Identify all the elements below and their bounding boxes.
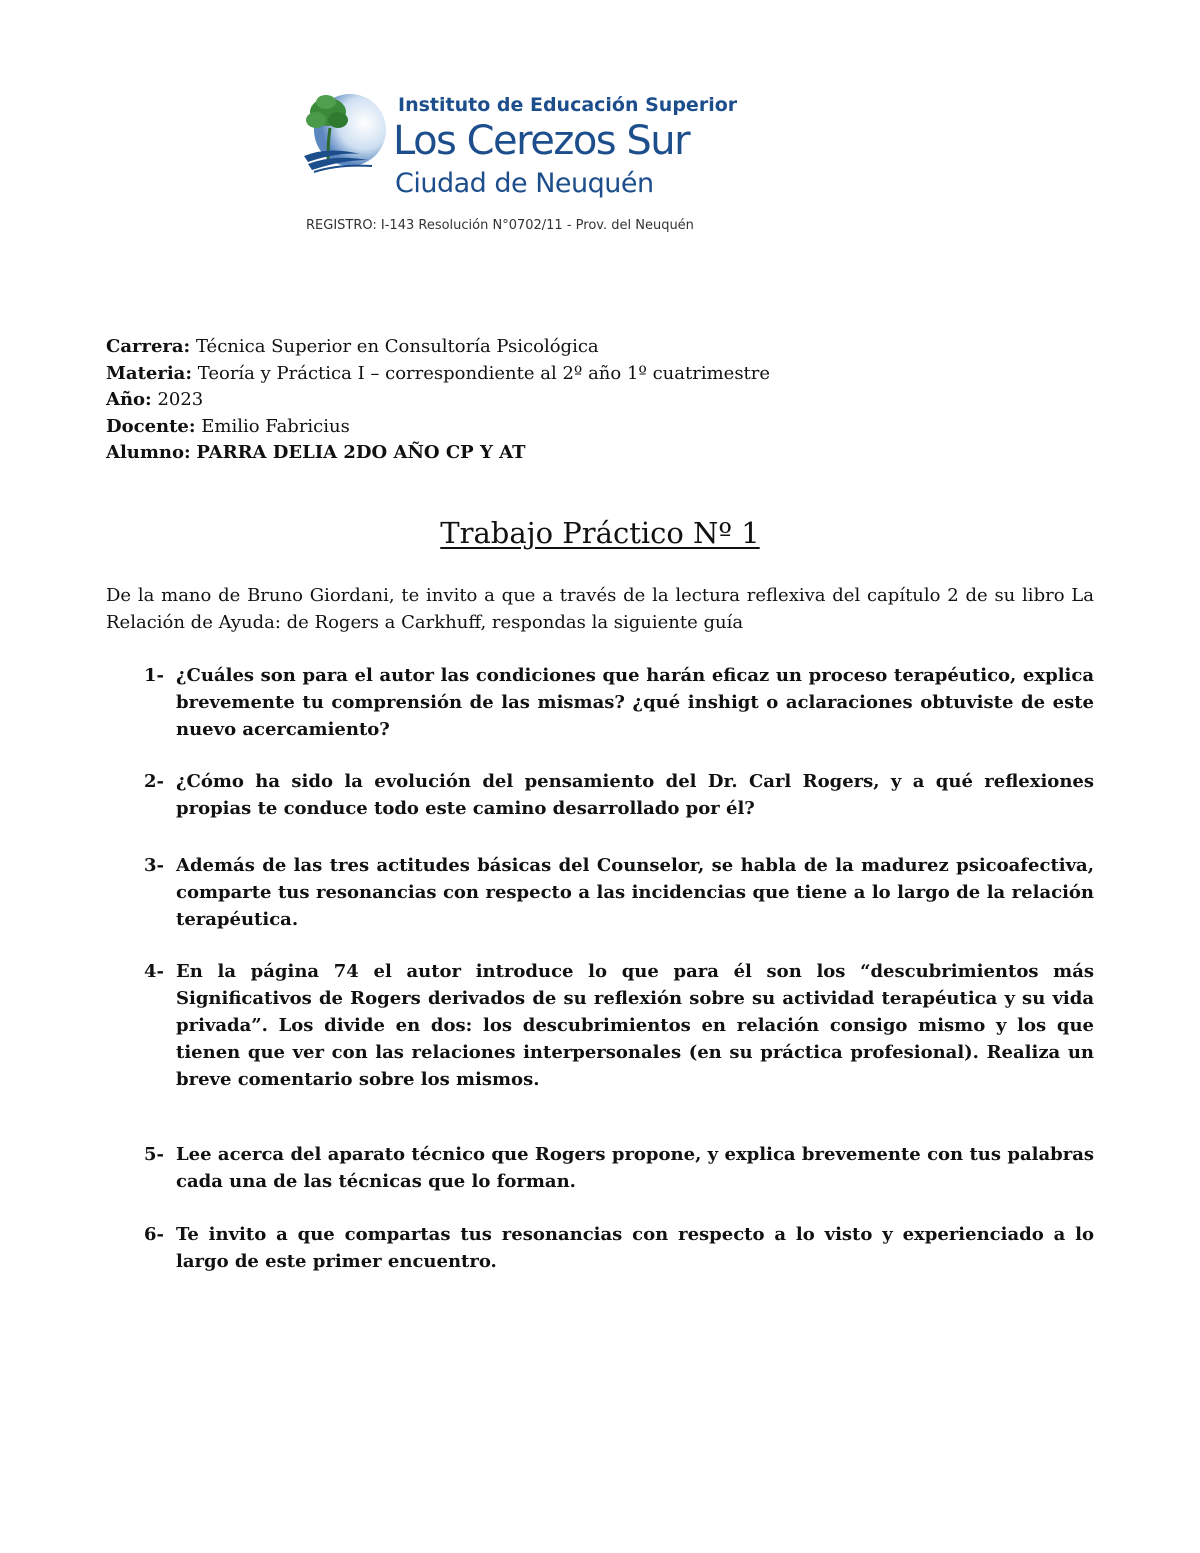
question-text: ¿Cuáles son para el autor las condiciones que harán eficaz un proceso terapéutico, explica brevemente tu comprensión de las mismas? ¿qué inshigt o aclaraciones obtuviste de este nuevo acercamiento? xyxy=(176,665,1094,740)
question-number: 4- xyxy=(144,961,164,982)
info-row-anio xyxy=(106,387,1006,414)
registration-line: REGISTRO: I-143 Resolución N°0702/11 - Prov. del Neuquén xyxy=(306,218,694,233)
question-number: 3- xyxy=(144,855,164,876)
carrera-value: Técnica Superior en Consultoría Psicológica xyxy=(195,336,599,357)
question-text: Te invito a que compartas tus resonancias con respecto a lo visto y experienciado a lo largo de este primer encuentro. xyxy=(176,1224,1094,1272)
question-item xyxy=(106,662,1094,743)
institute-type: Instituto de Educación Superior xyxy=(398,94,738,116)
anio-value: 2023 xyxy=(157,389,204,410)
materia-label: Materia: xyxy=(106,362,192,384)
page-title: Trabajo Práctico Nº 1 xyxy=(440,516,760,550)
question-text: Además de las tres actitudes básicas del Counselor, se habla de la madurez psicoafectiva, comparte tus resonancias con respecto a las incidencias que tiene a lo largo de la relación terapéutica. xyxy=(176,855,1094,930)
question-number: 5- xyxy=(144,1144,164,1165)
question-item xyxy=(106,852,1094,933)
info-row-alumno xyxy=(106,440,1006,467)
question-text: ¿Cómo ha sido la evolución del pensamiento del Dr. Carl Rogers, y a qué reflexiones propias te conduce todo este camino desarrollado por él? xyxy=(176,771,1094,819)
question-number: 6- xyxy=(144,1224,164,1245)
institute-name: Los Cerezos Sur xyxy=(393,118,690,164)
info-row-materia xyxy=(106,361,1006,388)
alumno-label: Alumno: xyxy=(106,442,191,463)
info-row-docente xyxy=(106,414,1006,441)
carrera-label: Carrera: xyxy=(106,336,191,357)
letterhead xyxy=(298,86,818,246)
tree-globe-logo-icon xyxy=(298,90,390,176)
question-text: En la página 74 el autor introduce lo que para él son los “descubrimientos más Significativos de Rogers derivados de su reflexión sobre su actividad terapéutica y su vida privada”. Los divide en dos: los descubrimientos en relación consigo mismo y los que tienen que ver con las relaciones interpersonales (en su práctica profesional). Realiza un breve comentario sobre los mismos. xyxy=(176,961,1094,1090)
intro-paragraph: De la mano de Bruno Giordani, te invito a que a través de la lectura reflexiva del capítulo 2 de su libro La Relación de Ayuda: de Rogers a Carkhuff, respondas la siguiente guía xyxy=(106,585,1094,633)
anio-label: Año: xyxy=(106,389,152,410)
docente-label: Docente: xyxy=(106,415,196,437)
info-row-carrera xyxy=(106,334,1006,361)
materia-value: Teoría y Práctica I – correspondiente al 2º año 1º cuatrimestre xyxy=(197,362,771,384)
question-number: 2- xyxy=(144,771,164,792)
course-info xyxy=(106,334,1006,467)
question-item xyxy=(106,1221,1094,1275)
question-item xyxy=(106,958,1094,1093)
question-item xyxy=(106,1141,1094,1195)
alumno-value: PARRA DELIA 2DO AÑO CP Y AT xyxy=(196,442,526,463)
question-text: Lee acerca del aparato técnico que Rogers propone, y explica brevemente con tus palabras cada una de las técnicas que lo forman. xyxy=(176,1144,1094,1192)
question-number: 1- xyxy=(144,665,164,686)
institute-city: Ciudad de Neuquén xyxy=(395,168,654,199)
docente-value: Emilio Fabricius xyxy=(201,415,350,437)
question-item xyxy=(106,768,1094,822)
